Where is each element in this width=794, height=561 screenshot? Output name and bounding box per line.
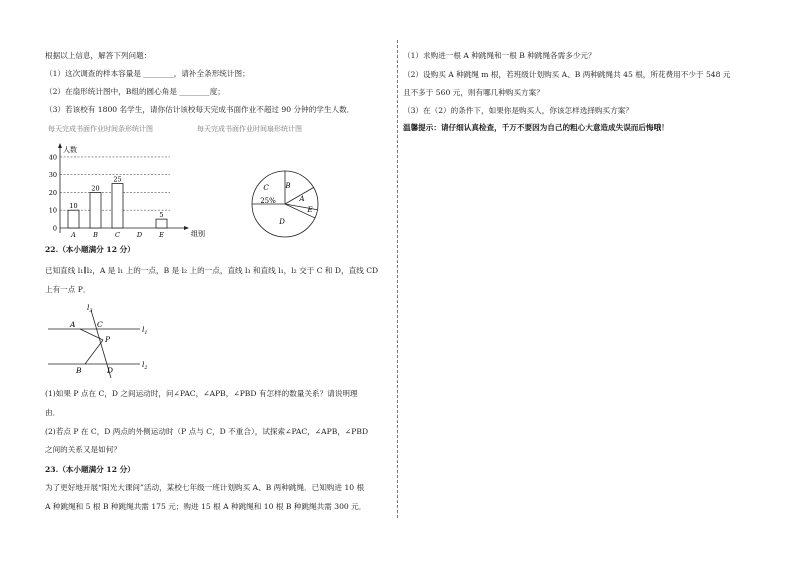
bar-value-label-E: 5	[159, 211, 164, 220]
q22-heading: 22.（本小题满分 12 分）	[45, 245, 135, 254]
y-tick-label-10: 10	[48, 206, 57, 215]
q23-line-2: A 种跳绳和 5 根 B 种跳绳共需 175 元；购进 15 根 A 种跳绳和 10 根 B 种跳绳共需 300 元．	[45, 502, 367, 511]
y-tick-label-0: 0	[52, 224, 57, 233]
label-l3: $l_3$	[87, 303, 93, 314]
geometry-figure	[40, 300, 170, 380]
label-l2: $l_2$	[142, 360, 148, 371]
bar-B	[90, 192, 101, 228]
question-1: （1）这次调查的样本容量是 ________，请补全条形统计图；	[45, 69, 250, 78]
pie-label-D: D	[279, 218, 285, 226]
x-axis-arrow	[184, 226, 189, 230]
q22-part1-line-1: (1)如果 P 点在 C，D 之间运动时，问∠PAC，∠APB，∠PBD 有怎样的数量关系？请说明理	[45, 389, 358, 398]
pie-label-A: A	[299, 195, 305, 203]
label-A: A	[70, 320, 76, 329]
bar-chart-caption: 每天完成书面作业时间条形统计图	[48, 125, 153, 133]
segment-AP	[80, 329, 103, 340]
bar-chart	[40, 140, 210, 240]
q22-part1-line-2: 由．	[45, 408, 61, 417]
bar-value-label-C: 25	[113, 175, 122, 184]
x-tick-label-D: D	[136, 231, 143, 239]
q23-heading: 23.（本小题满分 12 分）	[45, 465, 135, 474]
warm-tip: 温馨提示：请仔细认真检查，千万不要因为自己的粗心大意造成失误而后悔哦！	[403, 123, 669, 132]
bar-E	[156, 219, 167, 228]
pie-label-B: B	[285, 182, 291, 190]
label-P: P	[105, 335, 111, 344]
q22-line-2: 上有一点 P．	[45, 285, 91, 294]
pie-chart	[246, 168, 324, 240]
q23-line-1: 为了更好地开展“阳光大课间”活动，某校七年级一班计划购买 A、B 两种跳绳．已知购进 10 根	[45, 483, 365, 492]
q23-part-1: （1）求购进一根 A 种跳绳和一根 B 种跳绳各需多少元？	[403, 51, 596, 60]
bar-value-label-B: 20	[91, 184, 100, 193]
q22-part2-line-2: 之间的关系又是如何？	[45, 445, 121, 454]
bar-A	[68, 210, 79, 228]
bar-value-label-A: 10	[69, 202, 78, 211]
pie-annotation-C: 25%	[260, 197, 276, 205]
x-tick-label-A: A	[71, 231, 76, 239]
bar-C	[112, 184, 123, 228]
x-axis-label: 组别	[191, 230, 205, 238]
question-2: （2）在扇形统计图中，B组的圆心角是 ________度；	[45, 87, 225, 96]
x-tick-label-C: C	[115, 231, 120, 239]
q22-part2-line-1: (2)若点 P 在 C，D 两点的外侧运动时（P 点与 C，D 不重合），试探索∠PAC，∠APB，∠PBD	[45, 427, 369, 436]
pie-label-C: C	[263, 184, 269, 192]
y-tick-label-40: 40	[48, 153, 57, 162]
x-tick-label-E: E	[159, 231, 164, 239]
pie-label-E: E	[307, 206, 313, 214]
y-tick-label-20: 20	[48, 188, 57, 197]
y-axis-label: 人数	[63, 146, 77, 154]
y-axis-arrow	[58, 143, 62, 148]
y-tick-label-30: 30	[48, 171, 57, 180]
label-D: D	[107, 366, 114, 375]
q23-part-2-line-2: 且不多于 560 元，则有哪几种购买方案？	[403, 88, 544, 97]
label-l1: $l_1$	[142, 325, 148, 336]
x-tick-label-B: B	[93, 231, 98, 239]
q23-part-2-line-1: （2）设购买 A 种跳绳 m 根，若班级计划购买 A、B 两种跳绳共 45 根，所花费用不少于 548 元	[403, 70, 731, 79]
q23-part-3: （3）在（2）的条件下，如果你是购买人，你该怎样选择购买方案？	[403, 106, 633, 115]
segment-BP	[85, 340, 103, 364]
pie-chart-caption: 每天完成书面作业时间扇形统计图	[197, 125, 302, 133]
question-3: （3）若该校有 1800 名学生，请你估计该校每天完成书面作业不超过 90 分钟的学生人数．	[45, 105, 355, 114]
label-B: B	[76, 366, 82, 375]
q22-line-1: 已知直线 l₁∥l₂，A 是 l₁ 上的一点，B 是 l₂ 上的一点，直线 l₃ 和直线 l₁，l₂ 交于 C 和 D，直线 CD	[45, 266, 379, 275]
intro-text: 根据以上信息，解答下列问题：	[45, 51, 152, 60]
column-divider	[397, 40, 398, 518]
label-C: C	[97, 320, 103, 329]
